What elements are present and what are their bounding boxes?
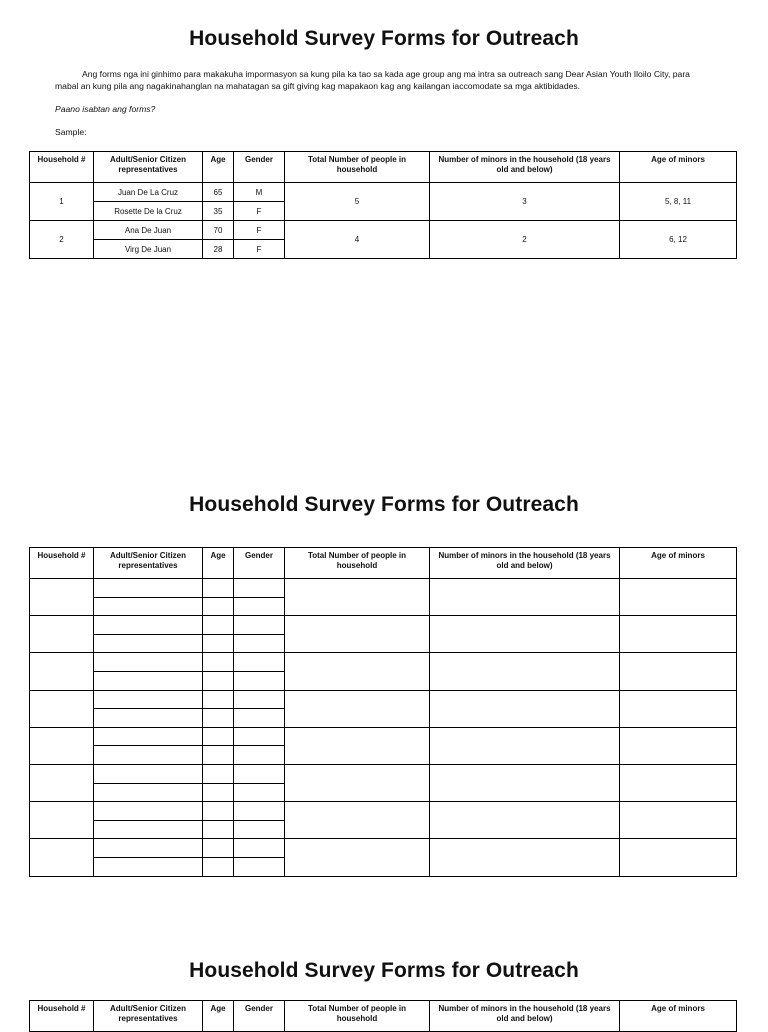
age-cell[interactable] [203, 783, 234, 802]
household-number-cell[interactable] [30, 727, 94, 764]
representative-name-cell[interactable] [94, 671, 203, 690]
total-cell: 4 [285, 221, 430, 259]
minor-ages-cell[interactable] [620, 690, 737, 727]
table-row [30, 183, 737, 202]
representative-name-cell[interactable] [94, 839, 203, 858]
age-cell[interactable] [203, 857, 234, 876]
total-cell[interactable] [285, 764, 430, 801]
gender-cell[interactable] [234, 579, 285, 598]
header-household: Household # [30, 152, 94, 183]
table-row [30, 653, 737, 672]
age-cell: 70 [203, 221, 234, 240]
gender-cell[interactable] [234, 671, 285, 690]
minor-ages-cell: 6, 12 [620, 221, 737, 259]
age-cell[interactable] [203, 802, 234, 821]
age-cell[interactable] [203, 709, 234, 728]
representative-name-cell: Ana De Juan [94, 221, 203, 240]
header-minors: Number of minors in the household (18 years old and below) [430, 152, 620, 183]
table-row [30, 727, 737, 746]
gender-cell: M [234, 183, 285, 202]
total-cell[interactable] [285, 727, 430, 764]
blank-survey-table [29, 1000, 737, 1032]
gender-cell[interactable] [234, 634, 285, 653]
header-representative: Adult/Senior Citizen representatives [94, 152, 203, 183]
representative-name-cell[interactable] [94, 802, 203, 821]
minor-ages-cell[interactable] [620, 653, 737, 690]
age-cell[interactable] [203, 727, 234, 746]
header-total: Total Number of people in household [285, 1001, 430, 1032]
page-title: Household Survey Forms for Outreach [189, 959, 579, 982]
gender-cell: F [234, 202, 285, 221]
page-title: Household Survey Forms for Outreach [189, 27, 579, 50]
age-cell: 28 [203, 240, 234, 259]
gender-cell[interactable] [234, 597, 285, 616]
representative-name-cell[interactable] [94, 653, 203, 672]
minor-ages-cell[interactable] [620, 839, 737, 876]
header-minor-ages: Age of minors [620, 548, 737, 579]
minors-cell[interactable] [430, 839, 620, 876]
header-gender: Gender [234, 548, 285, 579]
household-number-cell[interactable] [30, 616, 94, 653]
household-number-cell[interactable] [30, 690, 94, 727]
table-row [30, 839, 737, 858]
header-row [30, 152, 737, 183]
total-cell[interactable] [285, 690, 430, 727]
age-cell[interactable] [203, 746, 234, 765]
table-row [30, 221, 737, 240]
gender-cell[interactable] [234, 839, 285, 858]
minors-cell[interactable] [430, 653, 620, 690]
age-cell[interactable] [203, 820, 234, 839]
gender-cell[interactable] [234, 802, 285, 821]
representative-name-cell: Virg De Juan [94, 240, 203, 259]
header-representative: Adult/Senior Citizen representatives [94, 548, 203, 579]
table-row [30, 616, 737, 635]
total-cell[interactable] [285, 802, 430, 839]
header-minor-ages: Age of minors [620, 1001, 737, 1032]
minors-cell[interactable] [430, 579, 620, 616]
header-row [30, 1001, 737, 1032]
header-household: Household # [30, 1001, 94, 1032]
representative-name-cell[interactable] [94, 727, 203, 746]
page-title: Household Survey Forms for Outreach [189, 493, 579, 516]
household-number-cell[interactable] [30, 653, 94, 690]
representative-name-cell: Juan De La Cruz [94, 183, 203, 202]
header-household: Household # [30, 548, 94, 579]
representative-name-cell[interactable] [94, 746, 203, 765]
minors-cell: 3 [430, 183, 620, 221]
age-cell[interactable] [203, 634, 234, 653]
minors-cell[interactable] [430, 764, 620, 801]
sample-survey-table [29, 151, 737, 259]
gender-cell[interactable] [234, 727, 285, 746]
household-number-cell[interactable] [30, 802, 94, 839]
minors-cell[interactable] [430, 727, 620, 764]
minor-ages-cell[interactable] [620, 579, 737, 616]
representative-name-cell[interactable] [94, 579, 203, 598]
age-cell[interactable] [203, 653, 234, 672]
minor-ages-cell[interactable] [620, 764, 737, 801]
header-total: Total Number of people in household [285, 548, 430, 579]
header-total: Total Number of people in household [285, 152, 430, 183]
total-cell: 5 [285, 183, 430, 221]
total-cell[interactable] [285, 579, 430, 616]
minors-cell: 2 [430, 221, 620, 259]
age-cell[interactable] [203, 597, 234, 616]
representative-name-cell[interactable] [94, 690, 203, 709]
gender-cell[interactable] [234, 653, 285, 672]
total-cell[interactable] [285, 653, 430, 690]
header-row [30, 548, 737, 579]
header-age: Age [203, 548, 234, 579]
instruction-text: Paano isabtan ang forms? [55, 104, 156, 114]
age-cell: 65 [203, 183, 234, 202]
header-representative: Adult/Senior Citizen representatives [94, 1001, 203, 1032]
table-row [30, 802, 737, 821]
representative-name-cell[interactable] [94, 616, 203, 635]
header-gender: Gender [234, 1001, 285, 1032]
header-age: Age [203, 1001, 234, 1032]
header-minors: Number of minors in the household (18 years old and below) [430, 1001, 620, 1032]
gender-cell[interactable] [234, 709, 285, 728]
header-age: Age [203, 152, 234, 183]
household-number-cell[interactable] [30, 764, 94, 801]
sample-label: Sample: [55, 127, 87, 137]
representative-name-cell[interactable] [94, 764, 203, 783]
gender-cell[interactable] [234, 783, 285, 802]
minor-ages-cell[interactable] [620, 802, 737, 839]
age-cell: 35 [203, 202, 234, 221]
gender-cell[interactable] [234, 764, 285, 783]
total-cell[interactable] [285, 839, 430, 876]
age-cell[interactable] [203, 690, 234, 709]
age-cell[interactable] [203, 671, 234, 690]
age-cell[interactable] [203, 579, 234, 598]
representative-name-cell[interactable] [94, 597, 203, 616]
household-number-cell: 1 [30, 183, 94, 221]
gender-cell[interactable] [234, 820, 285, 839]
household-number-cell[interactable] [30, 839, 94, 876]
representative-name-cell: Rosette De la Cruz [94, 202, 203, 221]
minor-ages-cell[interactable] [620, 616, 737, 653]
household-number-cell[interactable] [30, 579, 94, 616]
intro-paragraph: Ang forms nga ini ginhimo para makakuha impormasyon sa kung pila ka tao sa kada age group ang ma intra sa outreach sang Dear Asian Youth Iloilo City, para mabal an kung pila ang nagakinahanglan na mahatagan sa gift giving kag mapakaon kag ang kailangan iaccomodate sa mga aktibidades. [55, 69, 690, 91]
gender-cell: F [234, 221, 285, 240]
header-gender: Gender [234, 152, 285, 183]
minor-ages-cell: 5, 8, 11 [620, 183, 737, 221]
table-row [30, 690, 737, 709]
household-number-cell: 2 [30, 221, 94, 259]
gender-cell[interactable] [234, 616, 285, 635]
header-minor-ages: Age of minors [620, 152, 737, 183]
table-row [30, 579, 737, 598]
minors-cell[interactable] [430, 616, 620, 653]
representative-name-cell[interactable] [94, 783, 203, 802]
gender-cell[interactable] [234, 690, 285, 709]
age-cell[interactable] [203, 839, 234, 858]
gender-cell[interactable] [234, 857, 285, 876]
table-row [30, 764, 737, 783]
header-minors: Number of minors in the household (18 years old and below) [430, 548, 620, 579]
representative-name-cell[interactable] [94, 857, 203, 876]
minors-cell[interactable] [430, 802, 620, 839]
blank-survey-table [29, 547, 737, 877]
minor-ages-cell[interactable] [620, 727, 737, 764]
minors-cell[interactable] [430, 690, 620, 727]
total-cell[interactable] [285, 616, 430, 653]
representative-name-cell[interactable] [94, 634, 203, 653]
gender-cell[interactable] [234, 746, 285, 765]
age-cell[interactable] [203, 764, 234, 783]
representative-name-cell[interactable] [94, 709, 203, 728]
gender-cell: F [234, 240, 285, 259]
age-cell[interactable] [203, 616, 234, 635]
representative-name-cell[interactable] [94, 820, 203, 839]
